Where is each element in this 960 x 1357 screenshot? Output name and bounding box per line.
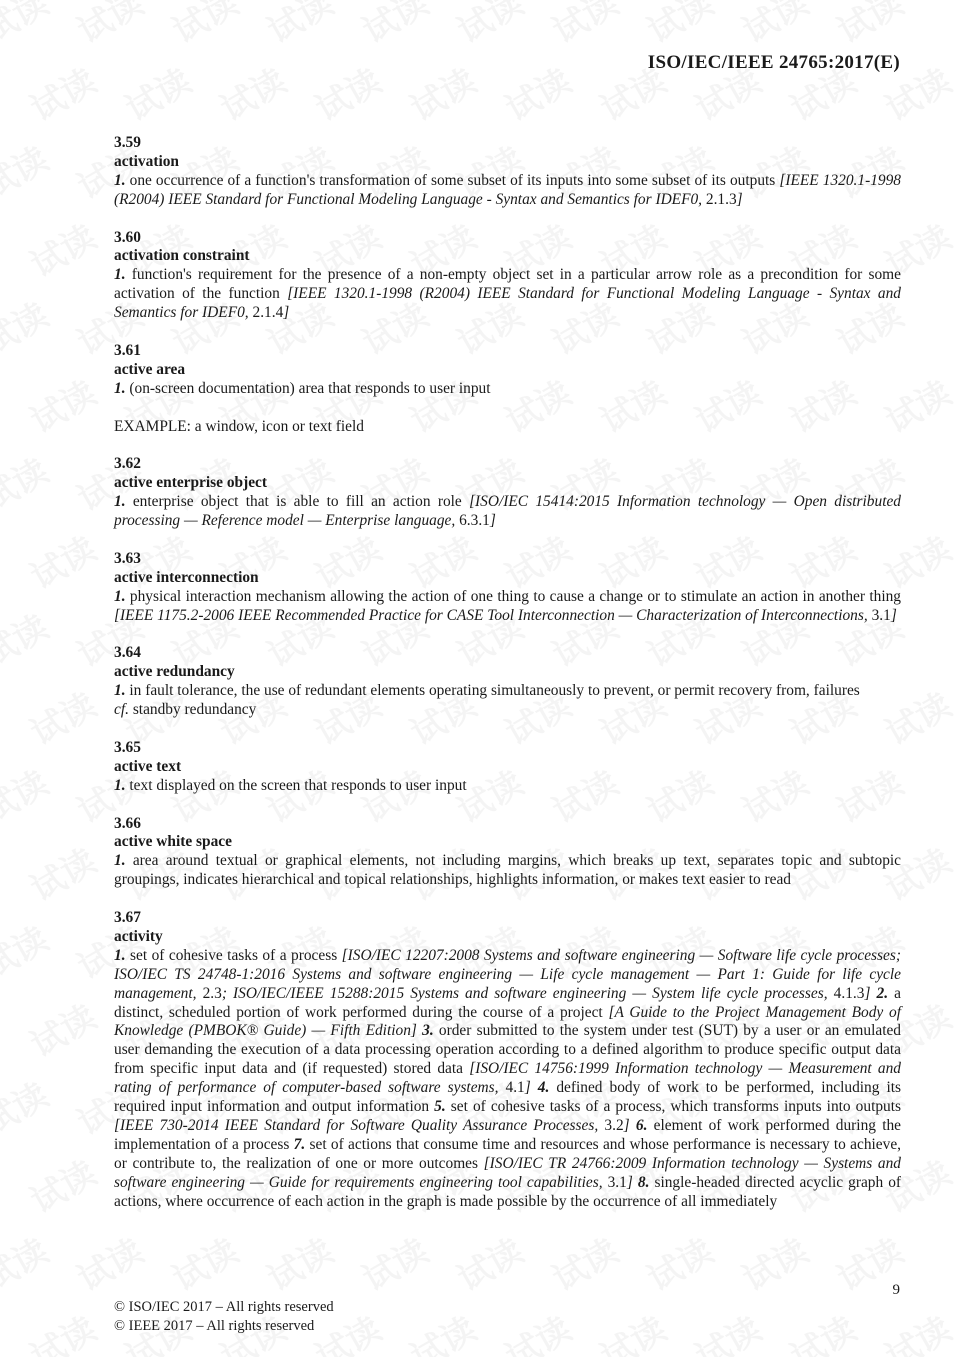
watermark-text — [0, 1068, 56, 1144]
watermark-text — [732, 1224, 815, 1300]
entry-term: active enterprise object — [114, 474, 267, 492]
reference-clause: 2.1.3 — [702, 190, 737, 208]
entry-number: 3.61 — [114, 341, 141, 359]
entry-term: active text — [114, 757, 182, 775]
reference-close: ] — [489, 512, 496, 530]
sense-number: 1. — [114, 587, 126, 605]
watermark-text — [20, 1146, 103, 1222]
watermark-text — [542, 1224, 625, 1300]
entry-term: active area — [114, 360, 186, 378]
reference-citation: [A Guide to the Project Management Body of Knowledge (PMBOK® Guide) — Fifth Edition] — [114, 1003, 901, 1040]
reference-clause: 4.1.3 — [827, 984, 865, 1002]
document-body — [114, 134, 901, 1230]
term-entry — [114, 644, 901, 720]
entry-number: 3.65 — [114, 738, 141, 756]
entry-number: 3.59 — [114, 134, 141, 151]
term-entry — [114, 550, 901, 626]
definition-text: single-headed directed acyclic graph of actions, where occurrence of each action in the graph is made possible by the occurrence of all immediately — [114, 1173, 902, 1210]
sense-number: 1. — [114, 493, 126, 511]
watermark-text — [352, 0, 435, 53]
reference-clause: 3.1 — [867, 606, 891, 624]
watermark-text — [400, 54, 483, 130]
reference-clause: 6.3.1 — [455, 512, 490, 530]
reference-clause: 3.2 — [598, 1116, 624, 1134]
reference-citation: [IEEE 1320.1-1998 (R2004) IEEE Standard for Functional Modeling Language - Syntax and Semantics for IDEF0, — [114, 171, 901, 208]
entry-number: 3.66 — [114, 814, 141, 832]
watermark-text — [0, 132, 56, 208]
term-entry — [114, 815, 901, 891]
sense-number: 1. — [114, 946, 126, 964]
term-entry-activity — [114, 909, 901, 1212]
reference-citation: [IEEE 1320.1-1998 (R2004) IEEE Standard for Functional Modeling Language - Syntax and Semantics for IDEF0, — [114, 285, 901, 322]
definition-text: set of actions that consume time and resources and whose performance is necessary to achieve, or contribute to, the realization of one or more outcomes — [114, 1135, 902, 1172]
watermark-text — [20, 522, 103, 598]
reference-citation: [ISO/IEC 14756:1999 Information technology — Measurement and rating of performance of computer-based software systems, — [114, 1060, 901, 1097]
watermark-text — [305, 54, 388, 130]
watermark-text — [875, 1302, 958, 1357]
term-entry — [114, 134, 901, 210]
entry-number: 3.63 — [114, 549, 141, 567]
watermark-text — [20, 210, 103, 286]
watermark-text — [0, 600, 56, 676]
watermark-text — [257, 0, 340, 53]
entry-term: activity — [114, 927, 163, 945]
watermark-text — [67, 0, 150, 53]
sense-number: 2. — [870, 984, 889, 1002]
entry-term: active redundancy — [114, 663, 235, 681]
watermark-text — [20, 366, 103, 442]
copyright-footer — [114, 1298, 334, 1335]
watermark-text — [20, 1302, 103, 1357]
sense-number: 3. — [416, 1022, 434, 1040]
sense-number: 4. — [530, 1079, 550, 1097]
cross-reference — [114, 701, 901, 720]
watermark-text — [590, 1302, 673, 1357]
definition-text: physical interaction mechanism allowing the action of one thing to cause a change or to stimulate an action in another thing — [125, 587, 901, 605]
term-entry — [114, 739, 901, 796]
watermark-text — [732, 0, 815, 53]
watermark-text — [115, 54, 198, 130]
entry-number: 3.64 — [114, 644, 141, 662]
reference-clause: 2.1.4 — [248, 304, 284, 322]
term-entry — [114, 342, 901, 437]
reference-citation: [IEEE 1175.2-2006 IEEE Recommended Practice for CASE Tool Interconnection — Characterization of Interconnections, — [114, 606, 868, 624]
standard-id-header: ISO/IEC/IEEE 24765:2017(E) — [647, 52, 900, 73]
definition-text: element of work performed during the implementation of a process — [114, 1116, 901, 1153]
watermark-text — [827, 0, 910, 53]
sense-number: 1. — [114, 379, 126, 397]
entry-number: 3.62 — [114, 455, 141, 473]
entry-definition — [114, 588, 901, 626]
reference-clause: 3.1 — [602, 1173, 627, 1191]
reference-citation: [ISO/IEC 15414:2015 Information technology — Open distributed processing — Reference model — Enterprise language, — [114, 493, 901, 530]
definition-text: (on-screen documentation) area that responds to user input — [125, 379, 491, 397]
sense-number: 1. — [114, 852, 126, 870]
watermark-text — [20, 834, 103, 910]
copyright-iso: © ISO/IEC 2017 – All rights reserved — [114, 1299, 334, 1315]
sense-number: 7. — [289, 1135, 306, 1153]
watermark-text — [495, 54, 578, 130]
watermark-text — [400, 1302, 483, 1357]
watermark-text — [257, 1224, 340, 1300]
watermark-text — [20, 990, 103, 1066]
watermark-text — [542, 0, 625, 53]
definition-text: set of cohesive tasks of a process — [125, 946, 342, 964]
entry-definition — [114, 682, 901, 701]
watermark-text — [0, 0, 56, 53]
reference-close: ] — [623, 1116, 630, 1134]
entry-number: 3.60 — [114, 228, 141, 246]
entry-term: activation — [114, 152, 179, 170]
watermark-text — [495, 1302, 578, 1357]
watermark-text — [0, 288, 56, 364]
entry-term: active interconnection — [114, 568, 259, 586]
reference-close: ] — [864, 984, 871, 1002]
definition-text: text displayed on the screen that responds to user input — [125, 776, 467, 794]
reference-close: ] — [524, 1079, 531, 1097]
watermark-text — [780, 1302, 863, 1357]
entry-definition — [114, 852, 901, 890]
watermark-text — [162, 1224, 245, 1300]
page-number: 9 — [892, 1282, 900, 1298]
cf-term: standby redundancy — [128, 701, 257, 719]
watermark-text — [162, 0, 245, 53]
definition-text: order submitted to the system under test (SUT) by a user or an emulated user demanding the execution of a data processing operation according to a defined algorithm to produce specific output data from specific input data and (if requested) stored data — [114, 1022, 901, 1078]
reference-close: ] — [736, 190, 743, 208]
watermark-text — [20, 678, 103, 754]
watermark-text — [67, 1224, 150, 1300]
reference-clause: 2.3 — [196, 984, 222, 1002]
watermark-text — [447, 1224, 530, 1300]
watermark-text — [0, 1224, 56, 1300]
definition-text: set of cohesive tasks of a process, which transforms inputs into outputs — [445, 1098, 902, 1116]
sense-number: 1. — [114, 171, 126, 189]
watermark-text — [210, 54, 293, 130]
sense-number: 1. — [114, 776, 126, 794]
reference-close: ] — [890, 606, 897, 624]
entry-term: active white space — [114, 833, 232, 851]
sense-number: 6. — [629, 1116, 648, 1134]
reference-clause: 4.1 — [498, 1079, 525, 1097]
entry-term: activation constraint — [114, 247, 250, 265]
watermark-text — [447, 0, 530, 53]
definition-text: function's requirement for the presence of a non-empty object set in a particular arrow role as a precondition for some activation of the function — [114, 266, 901, 303]
sense-number: 5. — [429, 1098, 446, 1116]
term-entry — [114, 455, 901, 531]
reference-citation: [ISO/IEC 12207:2008 Systems and software engineering — Software life cycle processes; ISO/IEC TS 24748-1:2016 Systems and software engineering — Life cycle management — Part 1: Guide for life cycle management, — [114, 946, 901, 1002]
entry-definition — [114, 380, 901, 399]
entry-definition — [114, 493, 901, 531]
watermark-text — [0, 912, 56, 988]
copyright-ieee: © IEEE 2017 – All rights reserved — [114, 1317, 315, 1334]
definition-text: defined body of work to be performed, including its required input information and output information — [114, 1079, 901, 1116]
definition-text: a distinct, scheduled portion of work performed during the course of a project — [114, 984, 902, 1021]
definition-text: enterprise object that is able to fill an action role — [125, 493, 470, 511]
reference-citation: [ISO/IEC TR 24766:2009 Information technology — Systems and software engineering — Guide for requirements engineering tool capabilities, — [114, 1154, 901, 1191]
watermark-text — [637, 1224, 720, 1300]
reference-close: ] — [626, 1173, 633, 1191]
entry-example: EXAMPLE: a window, icon or text field — [114, 417, 364, 435]
term-entry — [114, 229, 901, 324]
reference-close: ] — [283, 304, 290, 322]
entry-definition — [114, 947, 901, 1212]
watermark-text — [685, 1302, 768, 1357]
definition-text: one occurrence of a function's transformation of some subset of its inputs into some subset of its outputs — [125, 171, 780, 189]
entry-definition — [114, 172, 901, 210]
definition-text: area around textual or graphical elements, not including margins, which breaks up text, separates topic and subtopic groupings, indicates hierarchical and topical relationships, highlights information, or makes text easier to read — [114, 852, 901, 889]
cf-label: cf. — [114, 701, 129, 719]
entry-definition — [114, 777, 901, 796]
sense-number: 8. — [632, 1173, 650, 1191]
reference-citation: ; ISO/IEC/IEEE 15288:2015 Systems and software engineering — System life cycle processes, — [221, 984, 828, 1002]
watermark-text — [0, 444, 56, 520]
entry-definition — [114, 266, 901, 323]
watermark-text — [352, 1224, 435, 1300]
watermark-text — [0, 756, 56, 832]
definition-text: in fault tolerance, the use of redundant elements operating simultaneously to prevent, or permit recovery from, failures — [125, 682, 860, 700]
reference-citation: [IEEE 730-2014 IEEE Standard for Software Quality Assurance Processes, — [114, 1116, 599, 1134]
watermark-text — [20, 54, 103, 130]
sense-number: 1. — [114, 266, 126, 284]
watermark-text — [637, 0, 720, 53]
entry-number: 3.67 — [114, 909, 141, 927]
sense-number: 1. — [114, 682, 126, 700]
